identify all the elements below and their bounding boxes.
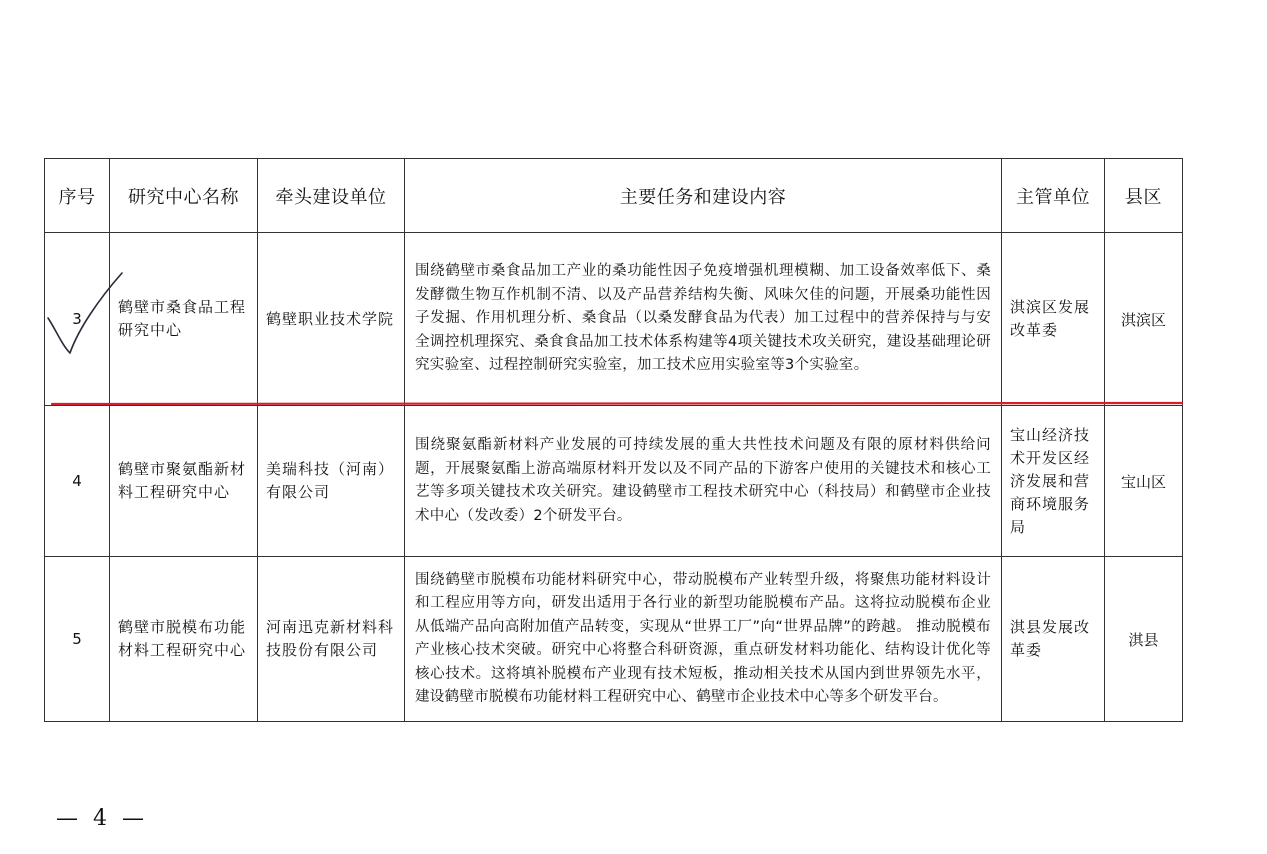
row-tasks: 围绕聚氨酯新材料产业发展的可持续发展的重大共性技术问题及有限的原材料供给问题，开展聚氨酯上游高端原材料开发以及不同产品的下游客户使用的关键技术和核心工艺等多项关键技术攻关研究。建设鹤壁市工程技术研究中心（科技局）和鹤壁市企业技术中心（发改委）2个研发平台。: [405, 406, 1002, 557]
header-county: 县区: [1105, 159, 1183, 233]
row-center-name: 鹤壁市聚氨酯新材料工程研究中心: [110, 406, 258, 557]
header-center-name: 研究中心名称: [110, 159, 258, 233]
table-row: [45, 233, 1183, 406]
table-header-row: [45, 159, 1183, 233]
row-county: 淇滨区: [1105, 233, 1183, 406]
row-index: 3: [45, 233, 110, 406]
header-index: 序号: [45, 159, 110, 233]
row-center-name: 鹤壁市脱模布功能材料工程研究中心: [110, 557, 258, 722]
table-row: [45, 557, 1183, 722]
row-index: 4: [45, 406, 110, 557]
header-lead-unit: 牵头建设单位: [258, 159, 405, 233]
table-row: [45, 406, 1183, 557]
project-table: [44, 158, 1183, 722]
row-tasks: 围绕鹤壁市脱模布功能材料研究中心，带动脱模布产业转型升级，将聚焦功能材料设计和工程应用等方向，研发出适用于各行业的新型功能脱模布产品。这将拉动脱模布企业从低端产品向高附加值产品转变，实现从“世界工厂”向“世界品牌”的跨越。 推动脱模布产业核心技术突破。研究中心将整合科研资源，重点研发材料功能化、结构设计优化等核心技术。这将填补脱模布产业现有技术短板，推动相关技术从国内到世界领先水平，建设鹤壁市脱模布功能材料工程研究中心、鹤壁市企业技术中心等多个研发平台。: [405, 557, 1002, 722]
row-lead-unit: 河南迅克新材料科技股份有限公司: [258, 557, 405, 722]
row-lead-unit: 美瑞科技（河南）有限公司: [258, 406, 405, 557]
row-index: 5: [45, 557, 110, 722]
header-tasks: 主要任务和建设内容: [405, 159, 1002, 233]
row-authority: 宝山经济技术开发区经济发展和营商环境服务局: [1002, 406, 1105, 557]
row-authority: 淇滨区发展改革委: [1002, 233, 1105, 406]
row-authority: 淇县发展改革委: [1002, 557, 1105, 722]
row-lead-unit: 鹤壁职业技术学院: [258, 233, 405, 406]
row-county: 淇县: [1105, 557, 1183, 722]
row-county: 宝山区: [1105, 406, 1183, 557]
header-authority: 主管单位: [1002, 159, 1105, 233]
page-number: — 4 —: [56, 806, 148, 831]
row-center-name: 鹤壁市桑食品工程研究中心: [110, 233, 258, 406]
row-tasks: 围绕鹤壁市桑食品加工产业的桑功能性因子免疫增强机理模糊、加工设备效率低下、桑发酵微生物互作机制不清、以及产品营养结构失衡、风味欠佳的问题，开展桑功能性因子发掘、作用机理分析、桑食品（以桑发酵食品为代表）加工过程中的营养保持与与安全调控机理探究、桑食食品加工技术体系构建等4项关键技术攻关研究，建设基础理论研究实验室、过程控制研究实验室，加工技术应用实验室等3个实验室。: [405, 233, 1002, 406]
